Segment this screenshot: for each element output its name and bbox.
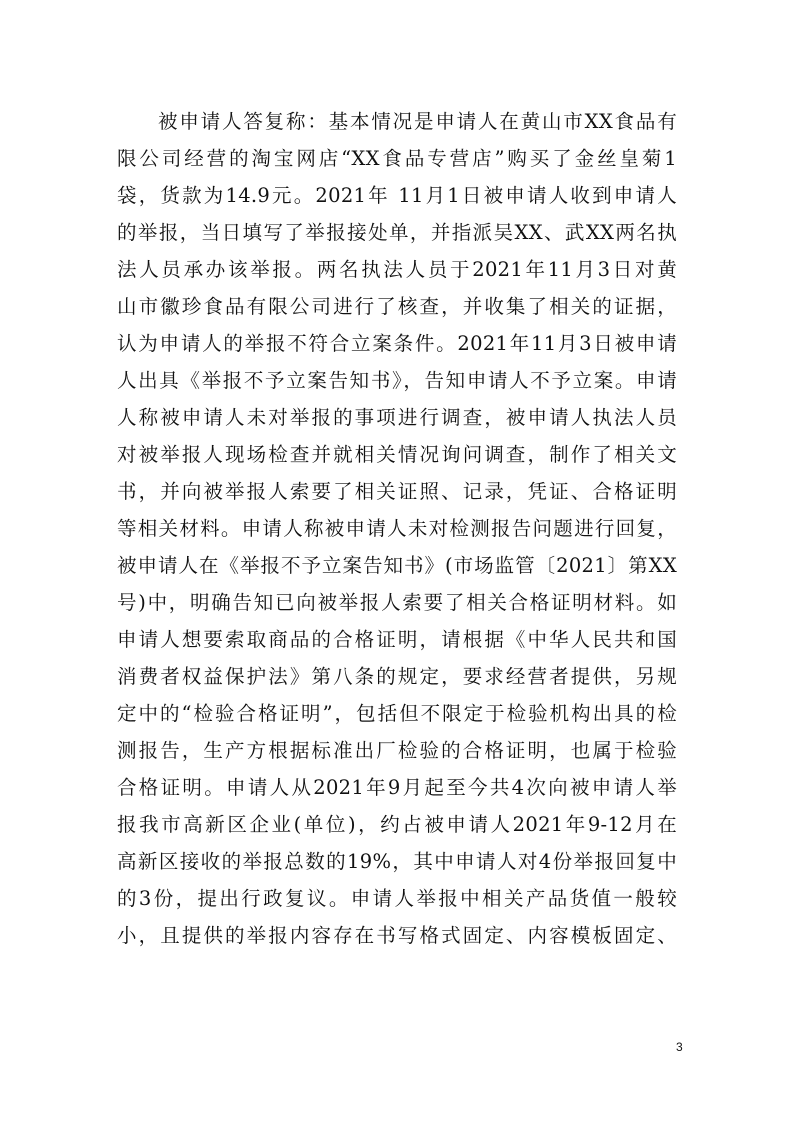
text-line: 被申请人在《举报不予立案告知书》(市场监管〔2021〕第XX [117, 554, 677, 577]
text-line: 定中的“检验合格证明”，包括但不限定于检验机构出具的检 [117, 702, 677, 725]
text-line: 人出具《举报不予立案告知书》，告知申请人不予立案。申请 [117, 369, 677, 392]
page-number: 3 [676, 1040, 683, 1054]
text-line: 被申请人答复称：基本情况是申请人在黄山市XX食品有 [158, 110, 677, 133]
text-line: 山市徽珍食品有限公司进行了核查，并收集了相关的证据， [117, 295, 677, 318]
text-line: 合格证明。申请人从2021年9月起至今共4次向被申请人举 [117, 776, 677, 799]
text-line: 等相关材料。申请人称被申请人未对检测报告问题进行回复， [117, 517, 677, 540]
text-line: 报我市高新区企业(单位)，约占被申请人2021年9-12月在 [117, 813, 677, 836]
text-line: 认为申请人的举报不符合立案条件。2021年11月3日被申请 [117, 332, 677, 355]
text-line: 限公司经营的淘宝网店“XX食品专营店”购买了金丝皇菊1 [117, 147, 677, 170]
text-line: 对被举报人现场检查并就相关情况询问调查，制作了相关文 [117, 443, 677, 466]
text-line: 的举报，当日填写了举报接处单，并指派吴XX、武XX两名执 [117, 221, 677, 244]
body-text [117, 103, 677, 954]
text-line: 的3份，提出行政复议。申请人举报中相关产品货值一般较 [117, 887, 677, 910]
text-line: 测报告，生产方根据标准出厂检验的合格证明，也属于检验 [117, 739, 677, 762]
text-line: 号)中，明确告知已向被举报人索要了相关合格证明材料。如 [117, 591, 677, 614]
text-line: 法人员承办该举报。两名执法人员于2021年11月3日对黄 [117, 258, 677, 281]
text-line: 小，且提供的举报内容存在书写格式固定、内容模板固定、 [117, 924, 677, 947]
text-line: 人称被申请人未对举报的事项进行调查，被申请人执法人员 [117, 406, 677, 429]
text-line: 消费者权益保护法》第八条的规定，要求经营者提供，另规 [117, 665, 677, 688]
text-line: 高新区接收的举报总数的19%，其中申请人对4份举报回复中 [117, 850, 677, 873]
text-line: 申请人想要索取商品的合格证明，请根据《中华人民共和国 [117, 628, 677, 651]
text-line: 袋，货款为14.9元。2021年 11月1日被申请人收到申请人 [117, 184, 677, 207]
text-line: 书，并向被举报人索要了相关证照、记录，凭证、合格证明 [117, 480, 677, 503]
